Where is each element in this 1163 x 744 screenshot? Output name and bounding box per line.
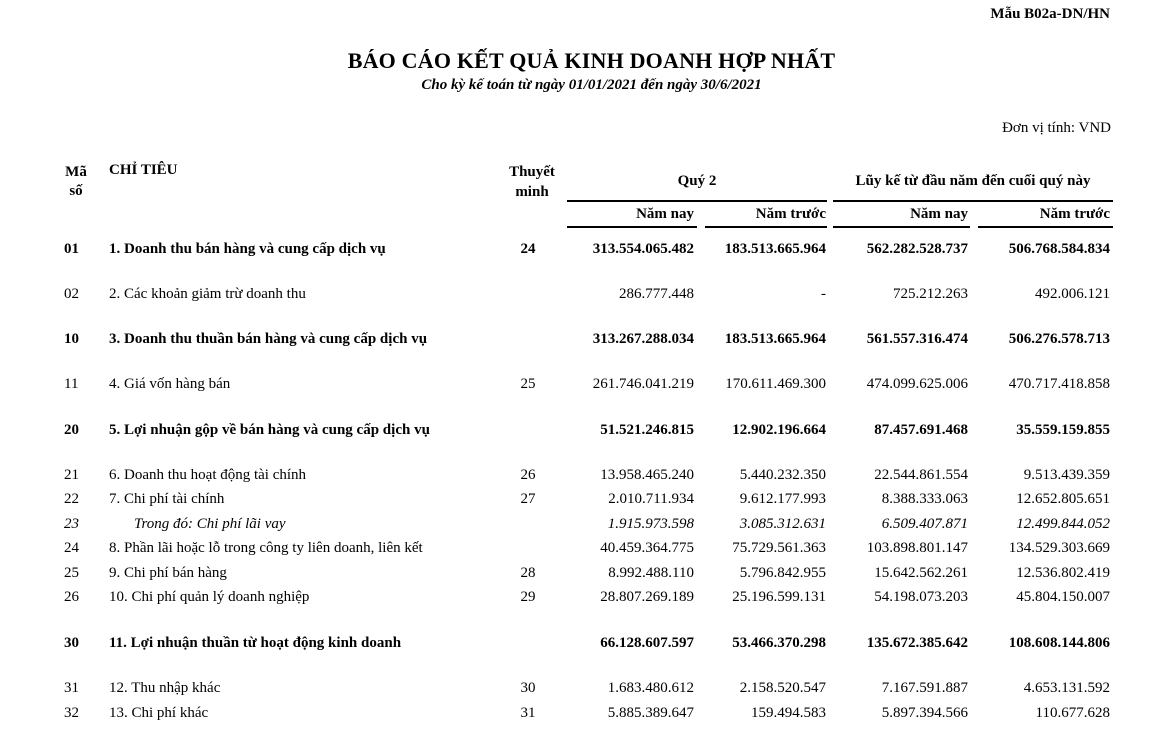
- row-note: 25: [520, 376, 536, 392]
- row-q2-prior: 12.902.196.664: [732, 422, 826, 438]
- row-code: 32: [64, 705, 79, 721]
- row-ytd-current: 22.544.861.554: [874, 467, 968, 483]
- row-item-name: 7. Chi phí tài chính: [109, 491, 225, 507]
- row-q2-prior: 5.440.232.350: [739, 467, 826, 483]
- table-row: [0, 680, 1163, 700]
- row-note: 27: [520, 491, 536, 507]
- row-note: 30: [520, 680, 536, 696]
- row-code: 10: [64, 331, 79, 347]
- row-code: 20: [64, 422, 79, 438]
- row-ytd-current: 103.898.801.147: [866, 540, 968, 556]
- row-q2-prior: 25.196.599.131: [732, 589, 826, 605]
- header-code: [64, 163, 88, 201]
- row-q2-prior: 75.729.561.363: [732, 540, 826, 556]
- row-item-name: 3. Doanh thu thuần bán hàng và cung cấp dịch vụ: [109, 331, 428, 347]
- row-ytd-current: 6.509.407.871: [881, 516, 968, 532]
- row-ytd-current: 135.672.385.642: [866, 635, 968, 651]
- row-note: 24: [520, 241, 536, 257]
- row-item-name: 6. Doanh thu hoạt động tài chính: [109, 467, 307, 483]
- row-q2-current: 51.521.246.815: [600, 422, 694, 438]
- table-row: [0, 565, 1163, 585]
- row-ytd-current: 561.557.316.474: [866, 331, 968, 347]
- table-row: [0, 376, 1163, 396]
- row-code: 24: [64, 540, 79, 556]
- table-row: [0, 516, 1163, 536]
- row-ytd-prior: 492.006.121: [1035, 286, 1110, 302]
- row-item-name: 5. Lợi nhuận gộp về bán hàng và cung cấp dịch vụ: [109, 422, 430, 438]
- row-ytd-prior: 45.804.150.007: [1016, 589, 1110, 605]
- row-q2-current: 313.554.065.482: [592, 241, 694, 257]
- header-ytd-current: Năm nay: [910, 206, 968, 222]
- header-group-quarter: Quý 2: [677, 173, 717, 189]
- row-item-name: 1. Doanh thu bán hàng và cung cấp dịch vụ: [109, 241, 386, 257]
- header-code-line2: số: [69, 183, 83, 199]
- table-row: [0, 241, 1163, 261]
- row-ytd-current: 8.388.333.063: [881, 491, 968, 507]
- header-note-line2: minh: [515, 184, 549, 200]
- row-ytd-current: 54.198.073.203: [874, 589, 968, 605]
- row-code: 02: [64, 286, 79, 302]
- row-ytd-prior: 4.653.131.592: [1023, 680, 1110, 696]
- row-ytd-current: 87.457.691.468: [874, 422, 968, 438]
- row-code: 30: [64, 635, 79, 651]
- row-item-name: 10. Chi phí quản lý doanh nghiệp: [109, 589, 310, 605]
- row-ytd-current: 725.212.263: [893, 286, 968, 302]
- table-row: [0, 705, 1163, 725]
- row-q2-current: 1.915.973.598: [607, 516, 694, 532]
- row-ytd-prior: 108.608.144.806: [1008, 635, 1110, 651]
- row-ytd-prior: 12.499.844.052: [1016, 516, 1110, 532]
- table-row: [0, 540, 1163, 560]
- row-code: 22: [64, 491, 79, 507]
- row-q2-current: 66.128.607.597: [600, 635, 694, 651]
- row-q2-prior: 53.466.370.298: [732, 635, 826, 651]
- row-q2-current: 313.267.288.034: [592, 331, 694, 347]
- row-code: 31: [64, 680, 79, 696]
- table-row: [0, 491, 1163, 511]
- report-title: BÁO CÁO KẾT QUẢ KINH DOANH HỢP NHẤT: [347, 48, 836, 73]
- table-row: [0, 286, 1163, 306]
- rule-ytd-top: [833, 200, 1113, 202]
- row-ytd-current: 562.282.528.737: [866, 241, 968, 257]
- row-ytd-prior: 12.536.802.419: [1016, 565, 1110, 581]
- row-q2-prior: 3.085.312.631: [739, 516, 826, 532]
- row-q2-prior: 5.796.842.955: [739, 565, 826, 581]
- table-row: [0, 422, 1163, 442]
- row-q2-current: 1.683.480.612: [607, 680, 694, 696]
- row-item-name: 8. Phần lãi hoặc lỗ trong công ty liên doanh, liên kết: [109, 540, 423, 556]
- header-q2-current: Năm nay: [636, 206, 694, 222]
- header-note: [500, 162, 564, 202]
- row-q2-prior: -: [821, 286, 826, 302]
- row-ytd-prior: 506.276.578.713: [1008, 331, 1110, 347]
- row-q2-current: 286.777.448: [619, 286, 694, 302]
- row-q2-current: 28.807.269.189: [600, 589, 694, 605]
- row-q2-current: 2.010.711.934: [608, 491, 694, 507]
- table-row: [0, 589, 1163, 609]
- row-ytd-prior: 470.717.418.858: [1008, 376, 1110, 392]
- header-group-ytd: Lũy kế từ đầu năm đến cuối quý này: [855, 173, 1091, 189]
- row-note: 26: [520, 467, 536, 483]
- rule-col1: [567, 226, 697, 228]
- row-ytd-prior: 9.513.439.359: [1023, 467, 1110, 483]
- row-q2-prior: 159.494.583: [751, 705, 826, 721]
- row-q2-prior: 9.612.177.993: [739, 491, 826, 507]
- rule-quarter-top: [567, 200, 827, 202]
- header-q2-prior: Năm trước: [755, 206, 826, 222]
- row-ytd-prior: 12.652.805.651: [1016, 491, 1110, 507]
- rule-col3: [833, 226, 970, 228]
- row-code: 21: [64, 467, 79, 483]
- table-row: [0, 635, 1163, 655]
- form-code: Mẫu B02a-DN/HN: [990, 6, 1110, 22]
- row-ytd-prior: 506.768.584.834: [1008, 241, 1110, 257]
- row-code: 23: [64, 516, 79, 532]
- row-code: 26: [64, 589, 79, 605]
- row-q2-current: 8.992.488.110: [608, 565, 694, 581]
- row-q2-current: 5.885.389.647: [607, 705, 694, 721]
- row-q2-current: 40.459.364.775: [600, 540, 694, 556]
- row-item-name: 11. Lợi nhuận thuần từ hoạt động kinh doanh: [109, 635, 402, 651]
- row-code: 25: [64, 565, 79, 581]
- row-ytd-prior: 35.559.159.855: [1016, 422, 1110, 438]
- row-note: 29: [520, 589, 536, 605]
- row-ytd-current: 5.897.394.566: [881, 705, 968, 721]
- row-item-name: 4. Giá vốn hàng bán: [109, 376, 231, 392]
- header-ytd-prior: Năm trước: [1039, 206, 1110, 222]
- row-ytd-prior: 134.529.303.669: [1008, 540, 1110, 556]
- row-item-name: 13. Chi phí khác: [109, 705, 209, 721]
- row-item-name: 9. Chi phí bán hàng: [109, 565, 227, 581]
- row-ytd-current: 7.167.591.887: [881, 680, 968, 696]
- row-ytd-prior: 110.677.628: [1035, 705, 1110, 721]
- rule-col4: [978, 226, 1113, 228]
- row-q2-prior: 170.611.469.300: [725, 376, 826, 392]
- row-q2-prior: 183.513.665.964: [724, 241, 826, 257]
- header-note-line1: Thuyết: [509, 164, 555, 180]
- row-ytd-current: 474.099.625.006: [866, 376, 968, 392]
- row-q2-current: 13.958.465.240: [600, 467, 694, 483]
- header-item: CHỈ TIÊU: [109, 162, 178, 178]
- row-item-name: Trong đó: Chi phí lãi vay: [134, 516, 286, 532]
- currency-unit: Đơn vị tính: VND: [1002, 120, 1111, 136]
- row-code: 11: [64, 376, 79, 392]
- table-row: [0, 467, 1163, 487]
- row-q2-prior: 183.513.665.964: [724, 331, 826, 347]
- header-code-line1: Mã: [65, 164, 87, 180]
- row-q2-prior: 2.158.520.547: [739, 680, 826, 696]
- rule-col2: [705, 226, 827, 228]
- row-ytd-current: 15.642.562.261: [874, 565, 968, 581]
- row-note: 31: [520, 705, 536, 721]
- report-period: Cho kỳ kế toán từ ngày 01/01/2021 đến ngày 30/6/2021: [421, 77, 762, 93]
- row-item-name: 2. Các khoản giảm trừ doanh thu: [109, 286, 306, 302]
- row-note: 28: [520, 565, 536, 581]
- table-row: [0, 331, 1163, 351]
- row-code: 01: [64, 241, 79, 257]
- row-item-name: 12. Thu nhập khác: [109, 680, 221, 696]
- row-q2-current: 261.746.041.219: [592, 376, 694, 392]
